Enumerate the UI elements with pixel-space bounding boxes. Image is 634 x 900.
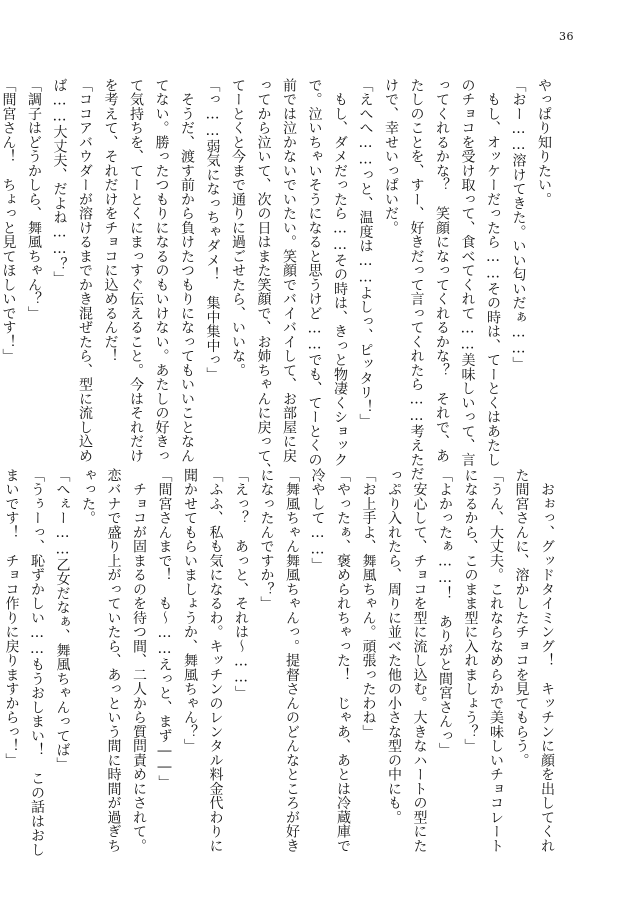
text-line: 「っ……弱気になっちゃダメ！ 集中集中っ」 bbox=[204, 78, 221, 382]
text-line: もし、オッケーだったら……その時は、てーとくはあたし bbox=[485, 78, 501, 467]
text-line: 「えへへ……っと、温度は……よしっ、ピッタリ！」 bbox=[357, 78, 374, 428]
text-line: 「間宮さん！ ちょっと見てほしいです！」 bbox=[0, 78, 17, 363]
text-line: のチョコを受け取って、食べてくれて……美味しいって、言 bbox=[459, 78, 476, 467]
text-line: 「よかったぁ……！ ありがと間宮さんっ」 bbox=[437, 468, 453, 757]
text-line: もし、ダメだったら……その時は、きっと物凄くショック bbox=[332, 78, 348, 467]
text-line: そうだ、渡す前から負けたつもりになってもいいことなん bbox=[179, 78, 195, 463]
text-line: になったんですか？」 bbox=[258, 468, 275, 611]
text-line: てない。勝ったつもりになるのもいけない。あたしの好きっ bbox=[153, 78, 170, 463]
page-number: 36 bbox=[559, 30, 574, 43]
text-line: て気持ちを、てーとくにまっすぐ伝えること。今はそれだけ bbox=[128, 78, 144, 463]
text-line: おぉっ、グッドタイミング！ キッチンに顔を出してくれ bbox=[539, 468, 555, 853]
text-line: 「お上手よ、舞風ちゃん。頑張ったわね」 bbox=[360, 468, 377, 739]
text-line: 「調子はどうかしら、舞風ちゃん？」 bbox=[26, 78, 42, 321]
text-line: 冷やして……」 bbox=[309, 468, 326, 572]
text-line: てーとくと今まで通りに過ごせたら、いいな。 bbox=[230, 78, 246, 378]
text-line: 「えっ？ あっと、それは～……」 bbox=[233, 468, 249, 700]
text-line: 「ふふ、私も気になるわ。キッチンのレンタル料金代わりに bbox=[207, 468, 224, 853]
text-line: 安心して、チョコを型に流し込む。大きなハートの型にた bbox=[411, 468, 428, 853]
text-line: 「やったぁ、褒められちゃった！ じゃあ、あとは冷蔵庫で bbox=[335, 468, 351, 853]
text-line: た間宮さんに、溶かしたチョコを見てもらう。 bbox=[513, 468, 530, 768]
text-line: けで、幸せいっぱいだ。 bbox=[383, 78, 399, 235]
text-line: 前では泣かないでいたい。笑顔でバイバイして、お部屋に戻 bbox=[281, 78, 297, 463]
text-line: 「へぇー……乙女だなぁ、舞風ちゃんってば」 bbox=[54, 468, 71, 772]
text-line: を考えて、それだけをチョコに込めるんだ！ bbox=[102, 78, 119, 363]
text-line: ってくれるかな？ 笑顔になってくれるかな？ それで、あ bbox=[434, 78, 450, 463]
text-column-top bbox=[0, 78, 556, 481]
text-line: たしのことを、すー、好きだって言ってくれたら……考えただ bbox=[408, 78, 425, 481]
text-line: ゃった。 bbox=[80, 468, 96, 525]
text-line: で。泣いちゃいそうになると思うけど……でも、てーとくの bbox=[306, 78, 323, 467]
text-line: やっぱり知りたい。 bbox=[536, 78, 552, 207]
text-line: 恋バナで盛り上がっていたら、あっという間に時間が過ぎち bbox=[105, 468, 122, 853]
text-column-bottom bbox=[0, 468, 559, 856]
text-line: 「おー……溶けてきた。いい匂いだぁ……」 bbox=[510, 78, 527, 371]
text-line: 「うん、大丈夫。これならなめらかで美味しいチョコレート bbox=[488, 468, 504, 853]
text-line: になるから、このまま型に入れましょう？」 bbox=[462, 468, 479, 753]
text-line: 「うぅーっ、恥ずかしい……もうおしまい！ この話はおし bbox=[29, 468, 45, 857]
text-line: 「舞風ちゃん舞風ちゃんっ。提督さんのどんなところが好き bbox=[284, 468, 300, 853]
text-line: 聞かせてもらいましょうか、舞風ちゃん？」 bbox=[182, 468, 198, 753]
text-line: ってから泣いて、次の日はまた笑顔で、お姉ちゃんに戻って、 bbox=[255, 78, 272, 477]
text-line: まいです！ チョコ作りに戻りますからっ！」 bbox=[3, 468, 20, 768]
text-line: 「間宮さんまで！ も～……えっと、まず――」 bbox=[156, 468, 173, 790]
text-line: っぷり入れたら、周りに並べた他の小さな型の中にも。 bbox=[386, 468, 402, 825]
text-line: ば……大丈夫、だよね……？」 bbox=[51, 78, 68, 286]
text-line: チョコが固まるのを待つ間、二人から質問責めにされて。 bbox=[131, 468, 147, 853]
text-line: 「ココアバウダーが溶けるまでかき混ぜたら、型に流し込め bbox=[77, 78, 93, 463]
